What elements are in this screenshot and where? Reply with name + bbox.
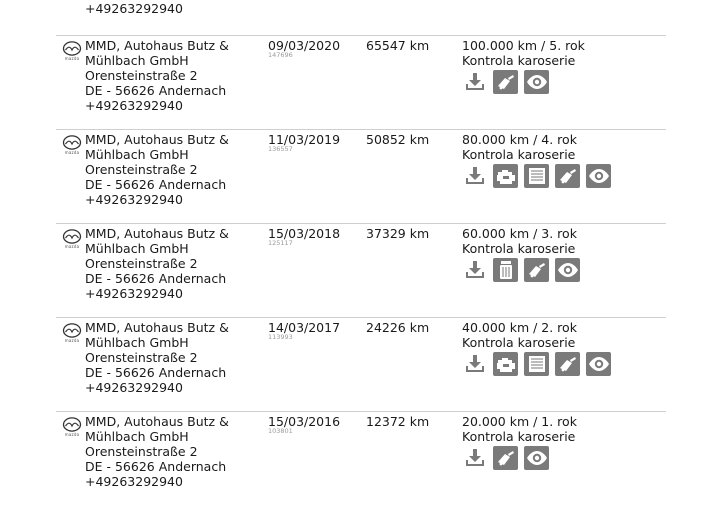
dealer-address bbox=[85, 1, 275, 16]
action-icons bbox=[462, 446, 549, 470]
service-interval: 60.000 km / 3. rok bbox=[462, 226, 577, 241]
dealer-city: DE - 56626 Andernach bbox=[85, 83, 227, 98]
dealer-street: Orensteinstraße 2 bbox=[85, 444, 198, 459]
body-check-label: Kontrola karoserie bbox=[462, 429, 576, 444]
dealer-name-line2: Mühlbach GmbH bbox=[85, 335, 189, 350]
mazda-wordmark: mazda bbox=[64, 56, 80, 61]
dealer-name-line1: MMD, Autohaus Butz & bbox=[85, 132, 229, 147]
oil-can-icon[interactable] bbox=[555, 164, 580, 188]
mazda-wordmark: mazda bbox=[64, 150, 80, 155]
mazda-logo-icon bbox=[62, 417, 82, 435]
dealer-phone: +49263292940 bbox=[85, 474, 183, 489]
oil-can-icon[interactable] bbox=[493, 446, 518, 470]
mazda-logo-icon bbox=[62, 135, 82, 153]
eye-icon[interactable] bbox=[524, 70, 549, 94]
dealer-name-line2: Mühlbach GmbH bbox=[85, 147, 189, 162]
mazda-wordmark: mazda bbox=[64, 432, 80, 437]
service-interval: 100.000 km / 5. rok bbox=[462, 38, 585, 53]
dealer-city: DE - 56626 Andernach bbox=[85, 459, 227, 474]
dealer-address bbox=[85, 38, 275, 113]
service-info bbox=[462, 320, 577, 350]
download-icon[interactable] bbox=[462, 446, 487, 470]
download-icon[interactable] bbox=[462, 352, 487, 376]
action-icons bbox=[462, 258, 580, 282]
air-filter-icon[interactable] bbox=[524, 164, 549, 188]
eye-icon[interactable] bbox=[586, 352, 611, 376]
mazda-wordmark: mazda bbox=[64, 338, 80, 343]
mileage: 37329 km bbox=[366, 226, 430, 241]
mazda-logo-icon bbox=[62, 323, 82, 341]
eye-icon[interactable] bbox=[555, 258, 580, 282]
dealer-name-line1: MMD, Autohaus Butz & bbox=[85, 414, 229, 429]
record-number: 113993 bbox=[268, 333, 293, 341]
service-info bbox=[462, 132, 577, 162]
dealer-street: Orensteinstraße 2 bbox=[85, 350, 198, 365]
download-icon[interactable] bbox=[462, 70, 487, 94]
service-date: 15/03/2016 bbox=[268, 414, 341, 429]
service-record-row bbox=[56, 411, 666, 505]
body-check-label: Kontrola karoserie bbox=[462, 53, 576, 68]
service-interval: 20.000 km / 1. rok bbox=[462, 414, 577, 429]
service-info bbox=[462, 38, 585, 68]
service-interval: 80.000 km / 4. rok bbox=[462, 132, 577, 147]
record-number: 147696 bbox=[268, 51, 293, 59]
oil-can-icon[interactable] bbox=[493, 70, 518, 94]
eye-icon[interactable] bbox=[524, 446, 549, 470]
oil-can-icon[interactable] bbox=[524, 258, 549, 282]
service-record-row bbox=[56, 35, 666, 129]
mazda-wordmark: mazda bbox=[64, 244, 80, 249]
dealer-phone: +49263292940 bbox=[85, 192, 183, 207]
air-filter-icon[interactable] bbox=[524, 352, 549, 376]
service-info bbox=[462, 226, 577, 256]
dealer-phone: +49263292940 bbox=[85, 98, 183, 113]
oil-filter-icon[interactable] bbox=[493, 258, 518, 282]
record-number: 103801 bbox=[268, 427, 293, 435]
mileage: 12372 km bbox=[366, 414, 430, 429]
service-record-row bbox=[56, 129, 666, 223]
dealer-name-line2: Mühlbach GmbH bbox=[85, 53, 189, 68]
body-check-label: Kontrola karoserie bbox=[462, 335, 576, 350]
eye-icon[interactable] bbox=[586, 164, 611, 188]
dealer-address bbox=[85, 414, 275, 489]
dealer-name-line1: MMD, Autohaus Butz & bbox=[85, 226, 229, 241]
service-record-row bbox=[56, 223, 666, 317]
dealer-phone: +49263292940 bbox=[85, 286, 183, 301]
dealer-city: DE - 56626 Andernach bbox=[85, 271, 227, 286]
dealer-street: Orensteinstraße 2 bbox=[85, 68, 198, 83]
dealer-name-line2: Mühlbach GmbH bbox=[85, 429, 189, 444]
mazda-logo-icon bbox=[62, 229, 82, 247]
service-record-row-partial bbox=[56, 0, 666, 35]
service-date: 09/03/2020 bbox=[268, 38, 341, 53]
action-icons bbox=[462, 164, 611, 188]
dealer-city: DE - 56626 Andernach bbox=[85, 365, 227, 380]
mileage: 65547 km bbox=[366, 38, 430, 53]
service-interval: 40.000 km / 2. rok bbox=[462, 320, 577, 335]
action-icons bbox=[462, 352, 611, 376]
dealer-address bbox=[85, 320, 275, 395]
dealer-phone: +49263292940 bbox=[85, 380, 183, 395]
engine-icon[interactable] bbox=[493, 164, 518, 188]
service-date: 15/03/2018 bbox=[268, 226, 341, 241]
service-record-row bbox=[56, 317, 666, 411]
dealer-city: DE - 56626 Andernach bbox=[85, 177, 227, 192]
service-info bbox=[462, 414, 577, 444]
mileage: 24226 km bbox=[366, 320, 430, 335]
service-date: 11/03/2019 bbox=[268, 132, 341, 147]
record-number: 125117 bbox=[268, 239, 293, 247]
oil-can-icon[interactable] bbox=[555, 352, 580, 376]
dealer-street: Orensteinstraße 2 bbox=[85, 256, 198, 271]
engine-icon[interactable] bbox=[493, 352, 518, 376]
record-number: 136557 bbox=[268, 145, 293, 153]
download-icon[interactable] bbox=[462, 258, 487, 282]
dealer-street: Orensteinstraße 2 bbox=[85, 162, 198, 177]
download-icon[interactable] bbox=[462, 164, 487, 188]
dealer-name-line2: Mühlbach GmbH bbox=[85, 241, 189, 256]
dealer-address bbox=[85, 226, 275, 301]
mazda-logo-icon bbox=[62, 41, 82, 59]
body-check-label: Kontrola karoserie bbox=[462, 241, 576, 256]
mileage: 50852 km bbox=[366, 132, 430, 147]
dealer-address bbox=[85, 132, 275, 207]
action-icons bbox=[462, 70, 549, 94]
dealer-phone: +49263292940 bbox=[85, 1, 183, 16]
body-check-label: Kontrola karoserie bbox=[462, 147, 576, 162]
dealer-name-line1: MMD, Autohaus Butz & bbox=[85, 38, 229, 53]
service-date: 14/03/2017 bbox=[268, 320, 341, 335]
dealer-name-line1: MMD, Autohaus Butz & bbox=[85, 320, 229, 335]
